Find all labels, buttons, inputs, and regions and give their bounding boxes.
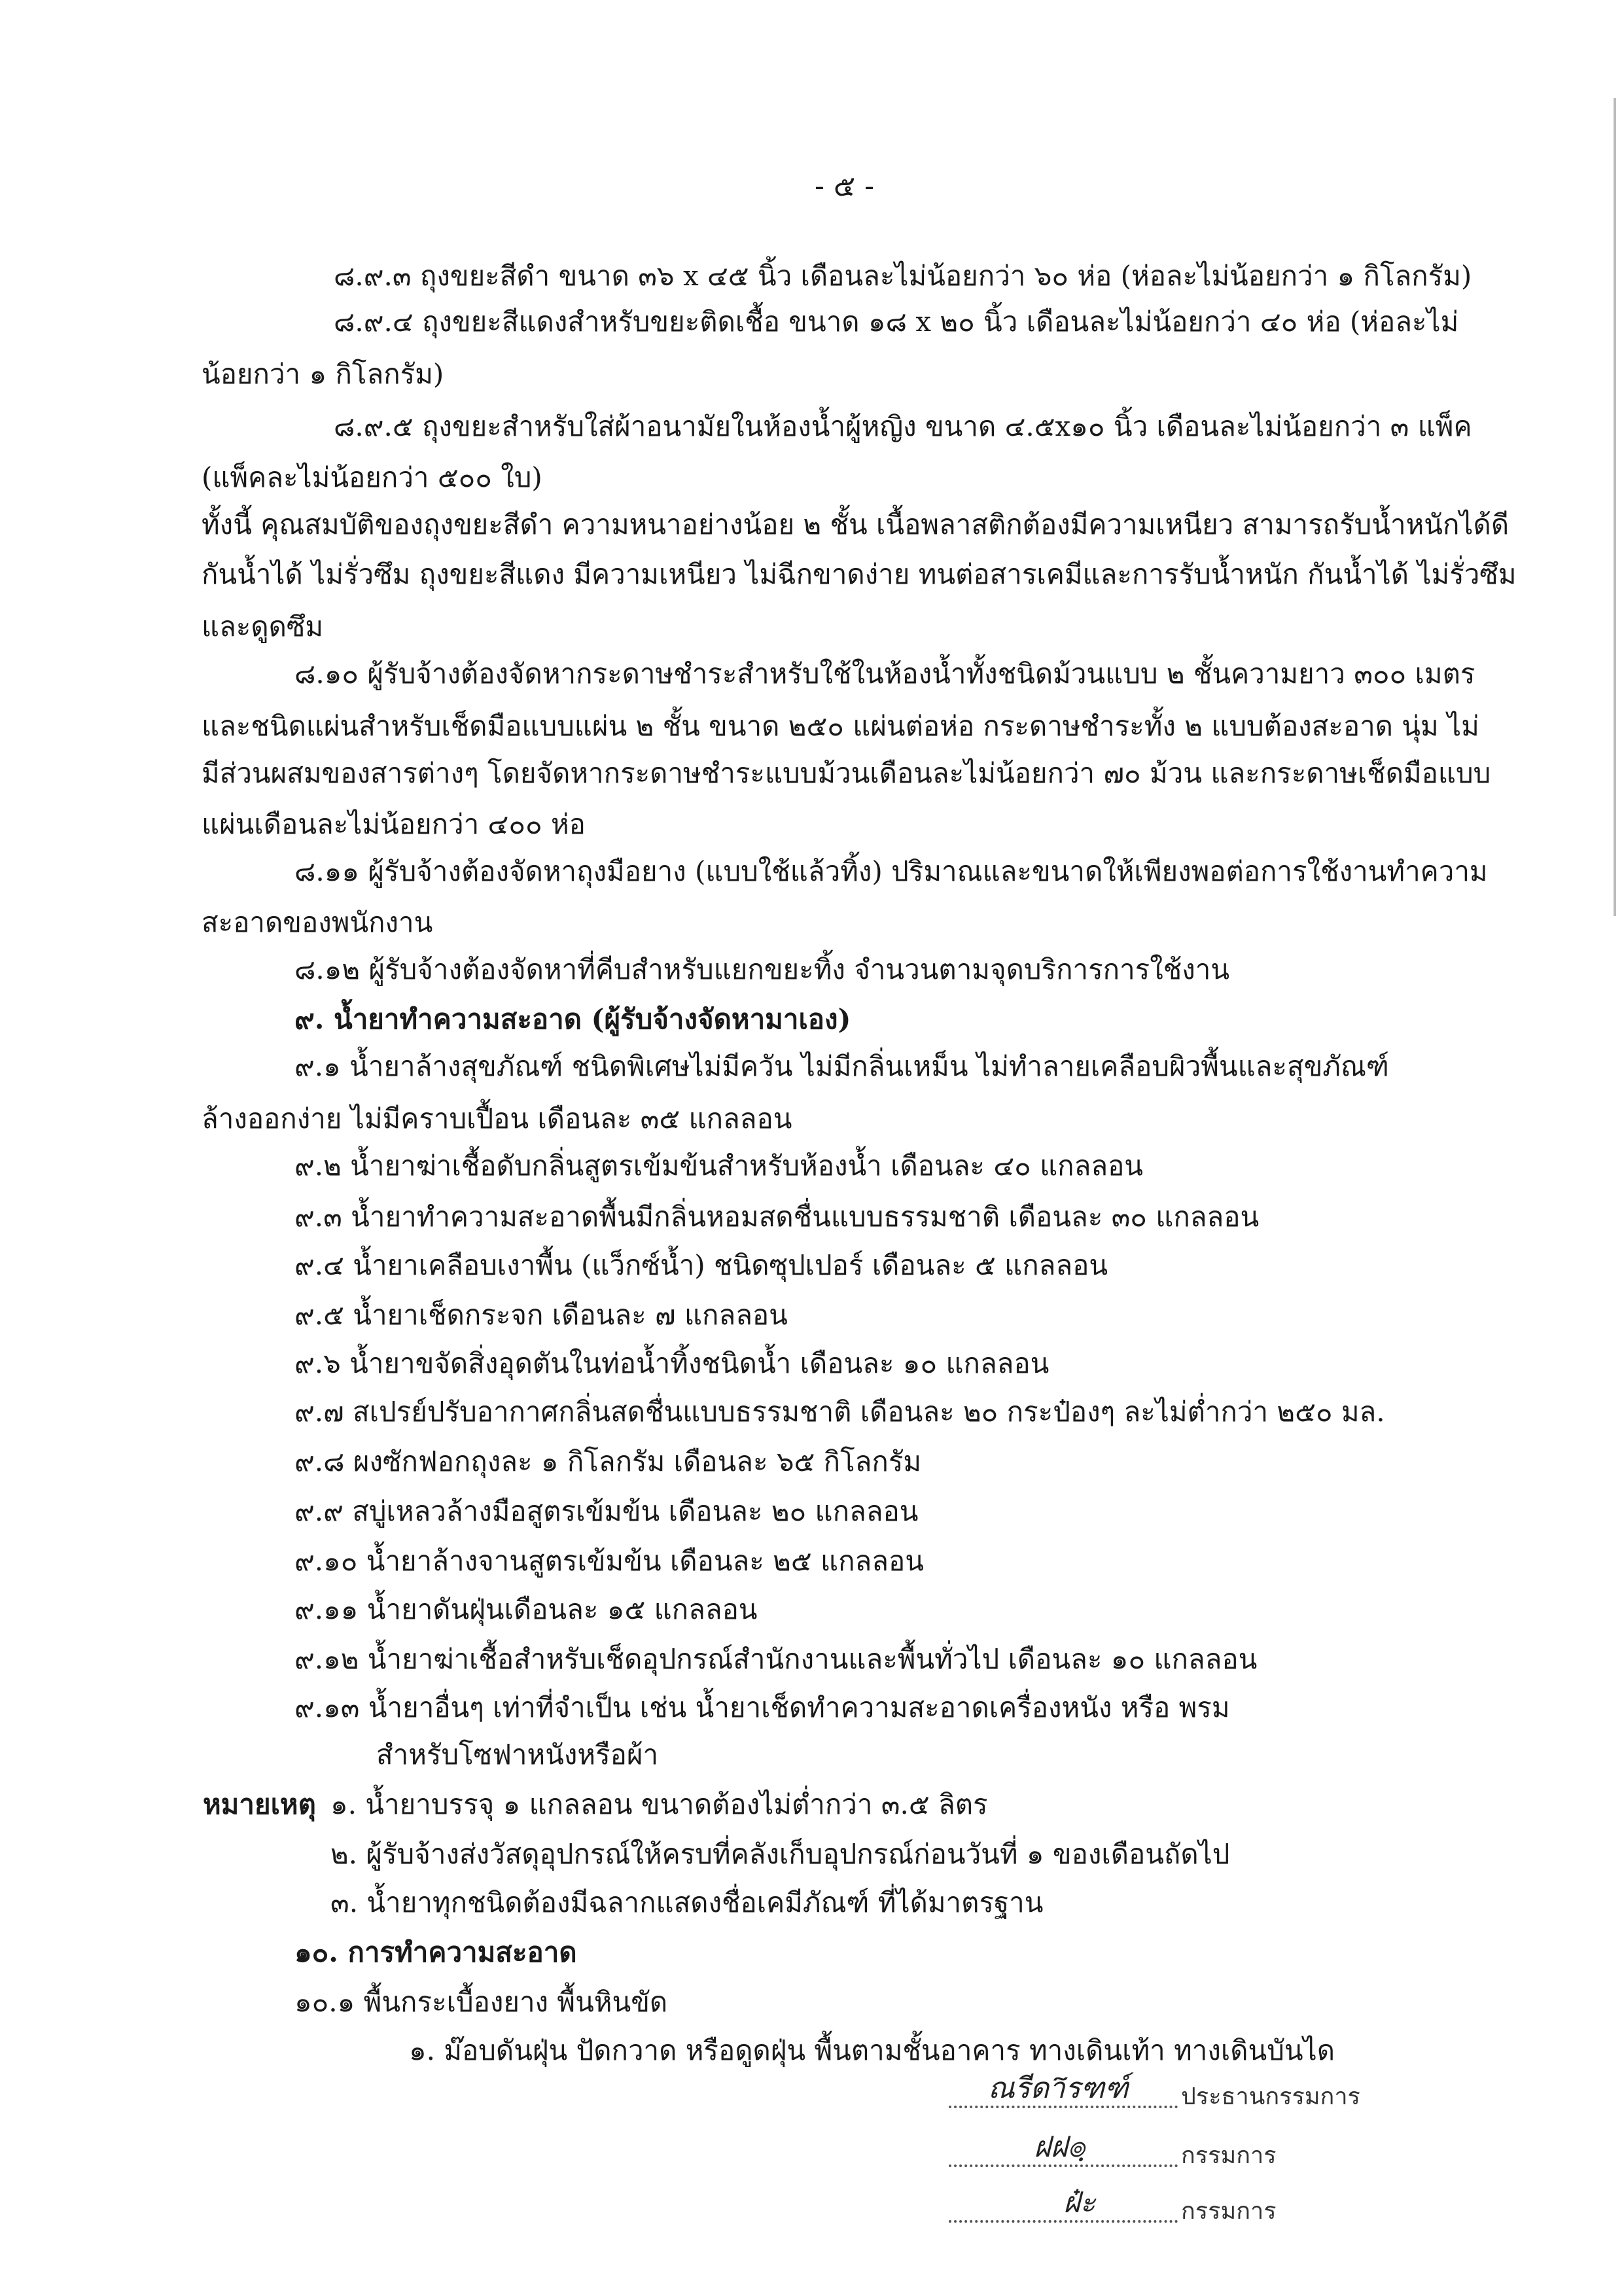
remark-item-2: ๒. ผู้รับจ้างส่งวัสดุอุปกรณ์ให้ครบที่คลังเก็บอุปกรณ์ก่อนวันที่ ๑ ของเดือนถัดไป — [330, 1838, 1230, 1870]
line-9-3: ๙.๓ น้ำยาทำความสะอาดพื้นมีกลิ่นหอมสดชื่นแบบธรรมชาติ เดือนละ ๓๐ แกลลอน — [294, 1201, 1260, 1233]
line-9-5: ๙.๕ น้ำยาเช็ดกระจก เดือนละ ๗ แกลลอน — [294, 1299, 788, 1331]
line-9-13-cont: สำหรับโซฟาหนังหรือผ้า — [376, 1739, 659, 1771]
line-9-4: ๙.๔ น้ำยาเคลือบเงาพื้น (แว็กซ์น้ำ) ชนิดซุปเปอร์ เดือนละ ๕ แกลลอน — [294, 1249, 1108, 1281]
line-9-9: ๙.๙ สบู่เหลวล้างมือสูตรเข้มข้น เดือนละ ๒๐ แกลลอน — [294, 1495, 919, 1527]
signature-title: ประธานกรรมการ — [1181, 2083, 1360, 2110]
line-9-13: ๙.๑๓ น้ำยาอื่นๆ เท่าที่จำเป็น เช่น น้ำยาเช็ดทำความสะอาดเครื่องหนัง หรือ พรม — [294, 1691, 1230, 1723]
line-8-9-4: ๘.๙.๔ ถุงขยะสีแดงสำหรับขยะติดเชื้อ ขนาด ๑๘ x ๒๐ นิ้ว เดือนละไม่น้อยกว่า ๔๐ ห่อ (ห่อละไม่ — [334, 306, 1459, 338]
section-10-1-item-1: ๑. ม๊อบดันฝุ่น ปัดกวาด หรือดูดฝุ่น พื้นตามชั้นอาคาร ทางเดินเท้า ทางเดินบันได — [409, 2034, 1335, 2066]
line-note-3: และดูดซึม — [202, 610, 324, 643]
handwritten-signature: ฝ๋ะ — [1063, 2186, 1096, 2219]
remark-item-1: ๑. น้ำยาบรรจุ ๑ แกลลอน ขนาดต้องไม่ต่ำกว่า ๓.๕ ลิตร — [330, 1788, 988, 1820]
line-8-9-5-cont: (แพ็คละไม่น้อยกว่า ๕๐๐ ใบ) — [202, 461, 542, 493]
section-9-heading: ๙. น้ำยาทำความสะอาด (ผู้รับจ้างจัดหามาเอง) — [294, 1003, 851, 1035]
line-8-10-cont-1: และชนิดแผ่นสำหรับเช็ดมือแบบแผ่น ๒ ชั้น ขนาด ๒๕๐ แผ่นต่อห่อ กระดาษชำระทั้ง ๒ แบบต้องสะอาด นุ่ม ไม่ — [202, 710, 1479, 742]
signature-member-2 — [949, 2182, 1407, 2234]
signature-title: กรรมการ — [1181, 2198, 1277, 2225]
line-9-2: ๙.๒ น้ำยาฆ่าเชื้อดับกลิ่นสูตรเข้มข้นสำหรับห้องน้ำ เดือนละ ๔๐ แกลลอน — [294, 1150, 1144, 1182]
line-9-7: ๙.๗ สเปรย์ปรับอากาศกลิ่นสดชื่นแบบธรรมชาติ เดือนละ ๒๐ กระป๋องๆ ละไม่ต่ำกว่า ๒๕๐ มล. — [294, 1396, 1385, 1428]
line-8-9-4-cont: น้อยกว่า ๑ กิโลกรัม) — [202, 358, 444, 390]
line-note-2: กันน้ำได้ ไม่รั่วซึม ถุงขยะสีแดง มีความเหนียว ไม่ฉีกขาดง่าย ทนต่อสารเคมีและการรับน้ำหนัก กันน้ำได้ ไม่รั่วซึม — [202, 558, 1517, 590]
line-9-12: ๙.๑๒ น้ำยาฆ่าเชื้อสำหรับเช็ดอุปกรณ์สำนักงานและพื้นทั่วไป เดือนละ ๑๐ แกลลอน — [294, 1643, 1258, 1675]
page-number: - ๕ - — [815, 169, 875, 203]
line-8-10-cont-3: แผ่นเดือนละไม่น้อยกว่า ๔๐๐ ห่อ — [202, 808, 586, 840]
line-9-8: ๙.๘ ผงซักฟอกถุงละ ๑ กิโลกรัม เดือนละ ๖๕ กิโลกรัม — [294, 1445, 922, 1477]
line-8-12: ๘.๑๒ ผู้รับจ้างต้องจัดหาที่คีบสำหรับแยกขยะทิ้ง จำนวนตามจุดบริการการใช้งาน — [294, 953, 1230, 985]
section-10-heading: ๑๐. การทำความสะอาด — [294, 1936, 577, 1968]
line-9-6: ๙.๖ น้ำยาขจัดสิ่งอุดตันในท่อน้ำทิ้งชนิดน้ำ เดือนละ ๑๐ แกลลอน — [294, 1347, 1050, 1379]
remark-label: หมายเหตุ — [203, 1788, 316, 1820]
line-9-11: ๙.๑๑ น้ำยาดันฝุ่นเดือนละ ๑๕ แกลลอน — [294, 1593, 758, 1625]
line-note-1: ทั้งนี้ คุณสมบัติของถุงขยะสีดำ ความหนาอย่างน้อย ๒ ชั้น เนื้อพลาสติกต้องมีความเหนียว สามารถรับน้ำหนักได้ดี — [202, 508, 1509, 540]
line-8-9-5: ๘.๙.๕ ถุงขยะสำหรับใส่ผ้าอนามัยในห้องน้ำผู้หญิง ขนาด ๔.๕x๑๐ นิ้ว เดือนละไม่น้อยกว่า ๓ แพ็ค — [334, 410, 1472, 442]
section-10-1: ๑๐.๑ พื้นกระเบื้องยาง พื้นหินขัด — [294, 1986, 668, 2018]
line-9-1: ๙.๑ น้ำยาล้างสุขภัณฑ์ ชนิดพิเศษไม่มีควัน ไม่มีกลิ่นเหม็น ไม่ทำลายเคลือบผิวพื้นและสุขภัณฑ์ — [294, 1050, 1389, 1082]
scan-edge-line — [1614, 98, 1616, 916]
line-9-10: ๙.๑๐ น้ำยาล้างจานสูตรเข้มข้น เดือนละ ๒๕ แกลลอน — [294, 1545, 924, 1577]
line-8-9-3: ๘.๙.๓ ถุงขยะสีดำ ขนาด ๓๖ x ๔๕ นิ้ว เดือนละไม่น้อยกว่า ๖๐ ห่อ (ห่อละไม่น้อยกว่า ๑ กิโลกรัม) — [334, 260, 1472, 292]
remark-item-3: ๓. น้ำยาทุกชนิดต้องมีฉลากแสดงชื่อเคมีภัณฑ์ ที่ได้มาตรฐาน — [330, 1886, 1044, 1918]
line-8-11-cont: สะอาดของพนักงาน — [202, 906, 433, 938]
signature-title: กรรมการ — [1181, 2142, 1277, 2169]
line-9-1-cont: ล้างออกง่าย ไม่มีคราบเปื้อน เดือนละ ๓๕ แกลลอน — [202, 1103, 792, 1135]
handwritten-signature: ฝฝ๏ฺ — [1034, 2130, 1086, 2164]
signature-chairman — [949, 2068, 1407, 2120]
line-8-10: ๘.๑๐ ผู้รับจ้างต้องจัดหากระดาษชำระสำหรับใช้ในห้องน้ำทั้งชนิดม้วนแบบ ๒ ชั้นความยาว ๓๐๐ เมตร — [294, 658, 1475, 690]
line-8-11: ๘.๑๑ ผู้รับจ้างต้องจัดหาถุงมือยาง (แบบใช้แล้วทิ้ง) ปริมาณและขนาดให้เพียงพอต่อการใช้งานทำความ — [294, 855, 1488, 887]
line-8-10-cont-2: มีส่วนผสมของสารต่างๆ โดยจัดหากระดาษชำระแบบม้วนเดือนละไม่น้อยกว่า ๗๐ ม้วน และกระดาษเช็ดมือแบบ — [202, 757, 1491, 789]
signature-member-1 — [949, 2127, 1407, 2179]
handwritten-signature: ณรีดา̃รฑฑ์ — [988, 2072, 1129, 2105]
